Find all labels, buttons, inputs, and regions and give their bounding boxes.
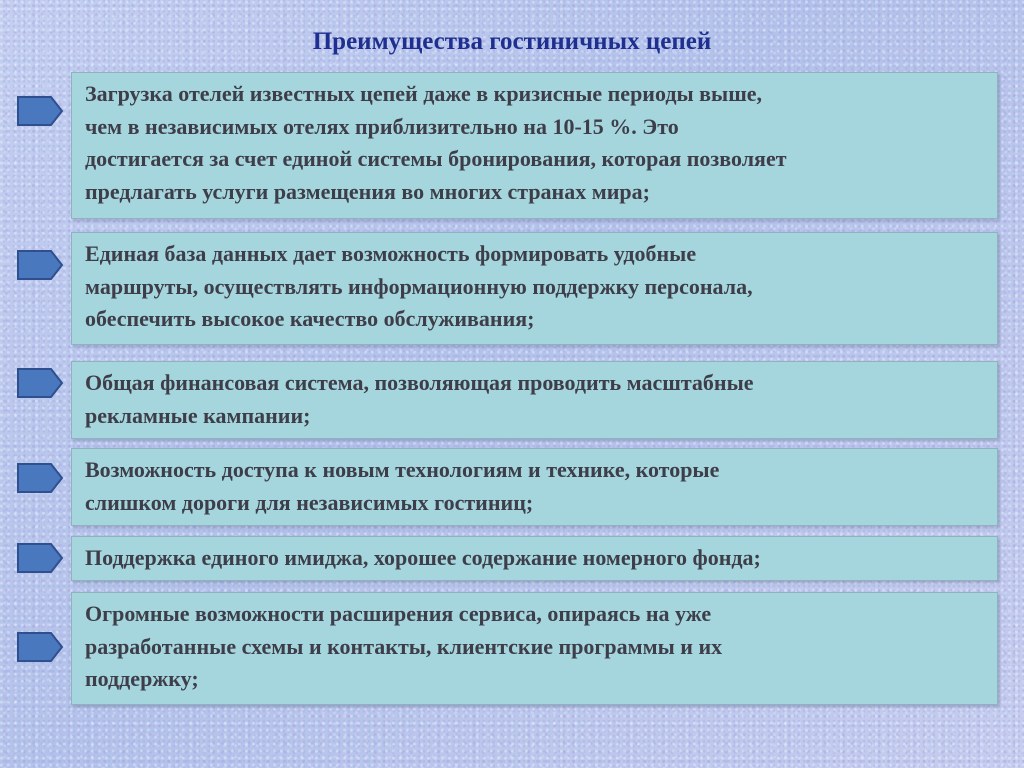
advantage-line: слишком дороги для независимых гостиниц; xyxy=(85,489,534,515)
advantage-line: маршруты, осуществлять информационную поддержку персонала, xyxy=(85,273,753,299)
advantage-box xyxy=(71,361,998,439)
advantage-line: обеспечить высокое качество обслуживания; xyxy=(85,306,535,331)
advantage-line: достигается за счет единой системы бронирования, которая позволяет xyxy=(85,146,787,171)
advantage-line: Поддержка единого имиджа, хорошее содержание номерного фонда; xyxy=(85,545,761,570)
advantage-box xyxy=(71,536,998,581)
arrow-right-icon xyxy=(15,630,65,664)
advantage-box xyxy=(71,232,998,345)
arrow-right-icon xyxy=(15,94,65,128)
advantage-box xyxy=(71,72,998,219)
arrow-right-icon xyxy=(15,541,65,575)
advantage-line: предлагать услуги размещения во многих странах мира; xyxy=(85,178,650,204)
advantage-line: чем в независимых отелях приблизительно на 10-15 %. Это xyxy=(85,113,679,139)
advantage-line: рекламные кампании; xyxy=(85,402,311,428)
advantage-box xyxy=(71,448,998,526)
arrow-right-icon xyxy=(15,248,65,282)
arrow-right-icon xyxy=(15,461,65,495)
advantage-line: Общая финансовая система, позволяющая проводить масштабные xyxy=(85,370,754,395)
arrow-right-icon xyxy=(15,366,65,400)
advantage-line: Возможность доступа к новым технологиям и технике, которые xyxy=(85,457,720,482)
advantage-line: разработанные схемы и контакты, клиентские программы и их xyxy=(85,633,723,659)
advantage-line: Загрузка отелей известных цепей даже в кризисные периоды выше, xyxy=(85,81,763,106)
advantage-box xyxy=(71,592,998,705)
advantage-line: поддержку; xyxy=(85,666,199,691)
advantage-line: Огромные возможности расширения сервиса, опираясь на уже xyxy=(85,601,712,626)
advantage-line: Единая база данных дает возможность формировать удобные xyxy=(85,241,697,266)
page-title: Преимущества гостиничных цепей xyxy=(312,28,712,55)
